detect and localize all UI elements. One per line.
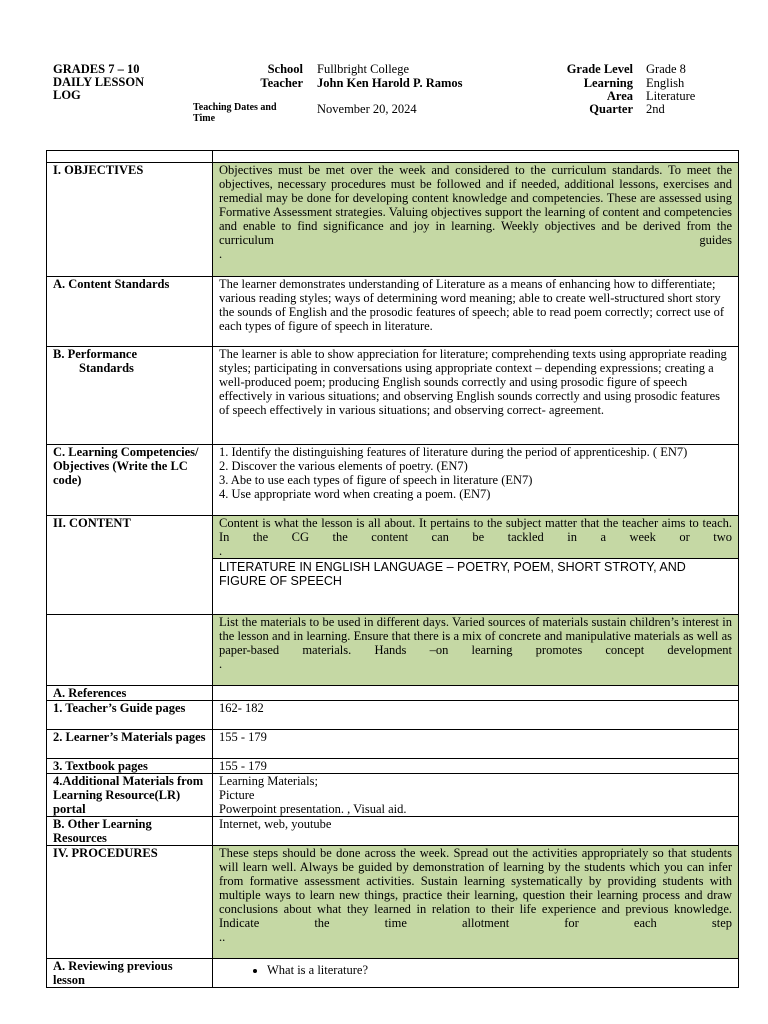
performance-standards-row <box>47 347 739 445</box>
grade-level-label: Grade Level <box>566 62 633 76</box>
performance-standards-label-2: Standards <box>79 361 134 375</box>
grade-level-value: Grade 8 <box>646 62 686 76</box>
additional-material-3: Powerpoint presentation. , Visual aid. <box>219 802 407 816</box>
teachers-guide-label: 1. Teacher’s Guide pages <box>47 701 213 730</box>
school-value: Fullbright College <box>317 62 410 76</box>
textbook-row <box>47 759 739 774</box>
dates-label-line-1: Teaching Dates and <box>193 102 277 113</box>
content-topic: LITERATURE IN ENGLISH LANGUAGE – POETRY, POEM, SHORT STROTY, AND FIGURE OF SPEECH <box>213 559 739 615</box>
content-standards-text: The learner demonstrates understanding of Literature as a means of enhancing how to differentiate; various reading styles; ways of determining word meaning; able to create well-structured short story the sounds of English and the prosodic features of speech; able to read poem correctly; correct use of each types of figure of speech in literature. <box>213 277 739 347</box>
teachers-guide-value: 162- 182 <box>213 701 739 730</box>
learning-area-value-2: Literature <box>646 89 696 103</box>
other-resources-label: B. Other Learning Resources <box>47 817 213 846</box>
objectives-tail: . <box>219 247 223 261</box>
content-row <box>47 516 739 559</box>
other-resources-row <box>47 817 739 846</box>
objectives-label: I. OBJECTIVES <box>47 163 213 277</box>
teacher-value: John Ken Harold P. Ramos <box>317 76 463 90</box>
performance-standards-label <box>47 347 213 445</box>
procedures-label: IV. PROCEDURES <box>47 846 213 959</box>
additional-material-1: Learning Materials; <box>219 774 318 788</box>
additional-materials-label: 4.Additional Materials from Learning Resource(LR) portal <box>47 774 213 817</box>
review-list <box>219 963 732 977</box>
dates-label-line-2: Time <box>193 113 216 124</box>
review-row <box>47 959 739 988</box>
resources-label-cell <box>47 615 213 686</box>
resources-guide <box>213 615 739 686</box>
procedures-guide <box>213 846 739 959</box>
competency-item-1: 1. Identify the distinguishing features of literature during the period of apprenticeship. ( EN7) <box>219 445 688 459</box>
content-guide <box>213 516 739 559</box>
review-content <box>213 959 739 988</box>
textbook-value: 155 - 179 <box>213 759 739 774</box>
learners-materials-value: 155 - 179 <box>213 730 739 759</box>
competency-item-2: 2. Discover the various elements of poetry. (EN7) <box>219 459 468 473</box>
competency-item-4: 4. Use appropriate word when creating a poem. (EN7) <box>219 487 491 501</box>
review-label: A. Reviewing previous lesson <box>47 959 213 988</box>
textbook-label: 3. Textbook pages <box>47 759 213 774</box>
review-bullet: • What is a literature? <box>267 963 732 977</box>
teachers-guide-row <box>47 701 739 730</box>
content-guide-text: Content is what the lesson is all about. It pertains to the subject matter that the teacher aims to teach. In the CG the content can be tackled in a week or two <box>219 516 732 544</box>
competency-item-3: 3. Abe to use each types of figure of speech in literature (EN7) <box>219 473 533 487</box>
procedures-guide-tail: .. <box>219 930 226 944</box>
table-top-row <box>47 151 739 163</box>
objectives-text: Objectives must be met over the week and considered to the curriculum standards. To meet the objectives, necessary procedures must be followed and if needed, additional lessons, exercises and remedial may be done for developing content knowledge and competencies. These are assessed using Formative Assessment strategies. Valuing objectives support the learning of content and competencies and enable to find significance and joy in learning. Weekly objectives and be derived from the curriculum guides <box>219 163 732 247</box>
performance-standards-label-1: B. Performance <box>53 347 137 361</box>
performance-standards-text: The learner is able to show appreciation for literature; comprehending texts using appropriate reading styles; participating in conversations using appropriate context – depending expressions; creating a well-produced poem; producing English sounds correctly and using prosodic figure of speech effectively in various situations; and observing English sounds correctly and using prosodic features of speech effectively in various situations; and observing correct- agreement. <box>213 347 739 445</box>
form-title <box>53 63 144 102</box>
additional-materials-list <box>213 774 739 817</box>
learning-area-label-1: Learning <box>583 76 633 90</box>
form-title-line-3: LOG <box>53 88 81 102</box>
references-row <box>47 686 739 701</box>
competencies-row <box>47 445 739 516</box>
learning-area-value-1: English <box>646 76 685 90</box>
content-guide-tail: . <box>219 544 223 558</box>
competencies-label: C. Learning Competencies/ Objectives (Write the LC code) <box>47 445 213 516</box>
objectives-row <box>47 163 739 277</box>
learners-materials-row <box>47 730 739 759</box>
references-value <box>213 686 739 701</box>
procedures-row <box>47 846 739 959</box>
resources-guide-row <box>47 615 739 686</box>
form-title-line-2: DAILY LESSON <box>53 75 145 89</box>
dates-value: November 20, 2024 <box>317 102 417 116</box>
additional-material-2: Picture <box>219 788 255 802</box>
quarter-value: 2nd <box>646 102 665 116</box>
resources-guide-text: List the materials to be used in different days. Varied sources of materials sustain children’s interest in the lesson and in learning. Ensure that there is a mix of concrete and manipulative materials as well as paper-based materials. Hands –on learning promotes concept development <box>219 615 732 657</box>
school-label: School <box>267 62 303 76</box>
content-standards-label: A. Content Standards <box>47 277 213 347</box>
dates-label <box>193 102 277 124</box>
objectives-guide <box>213 163 739 277</box>
resources-guide-tail: . <box>219 657 223 671</box>
learners-materials-label: 2. Learner’s Materials pages <box>47 730 213 759</box>
content-standards-row <box>47 277 739 347</box>
content-label: II. CONTENT <box>47 516 213 615</box>
procedures-guide-text: These steps should be done across the week. Spread out the activities appropriately so that students will learn well. Always be guided by demonstration of learning by the students which you can infer from formative assessment activities. Sustain learning systematically by providing students with multiple ways to learn new things, practice their learning, question their learning process and draw conclusions about what they learned in relation to their life experience and previous knowledge. Indicate the time allotment for each step <box>219 846 732 930</box>
references-label: A. References <box>47 686 213 701</box>
competencies-list <box>213 445 739 516</box>
learning-area-label-2: Area <box>606 89 633 103</box>
lesson-log-table <box>46 150 739 988</box>
teacher-label: Teacher <box>260 76 303 90</box>
quarter-label: Quarter <box>589 102 633 116</box>
additional-materials-row <box>47 774 739 817</box>
form-title-line-1: GRADES 7 – 10 <box>53 62 140 76</box>
other-resources-value: Internet, web, youtube <box>213 817 739 846</box>
